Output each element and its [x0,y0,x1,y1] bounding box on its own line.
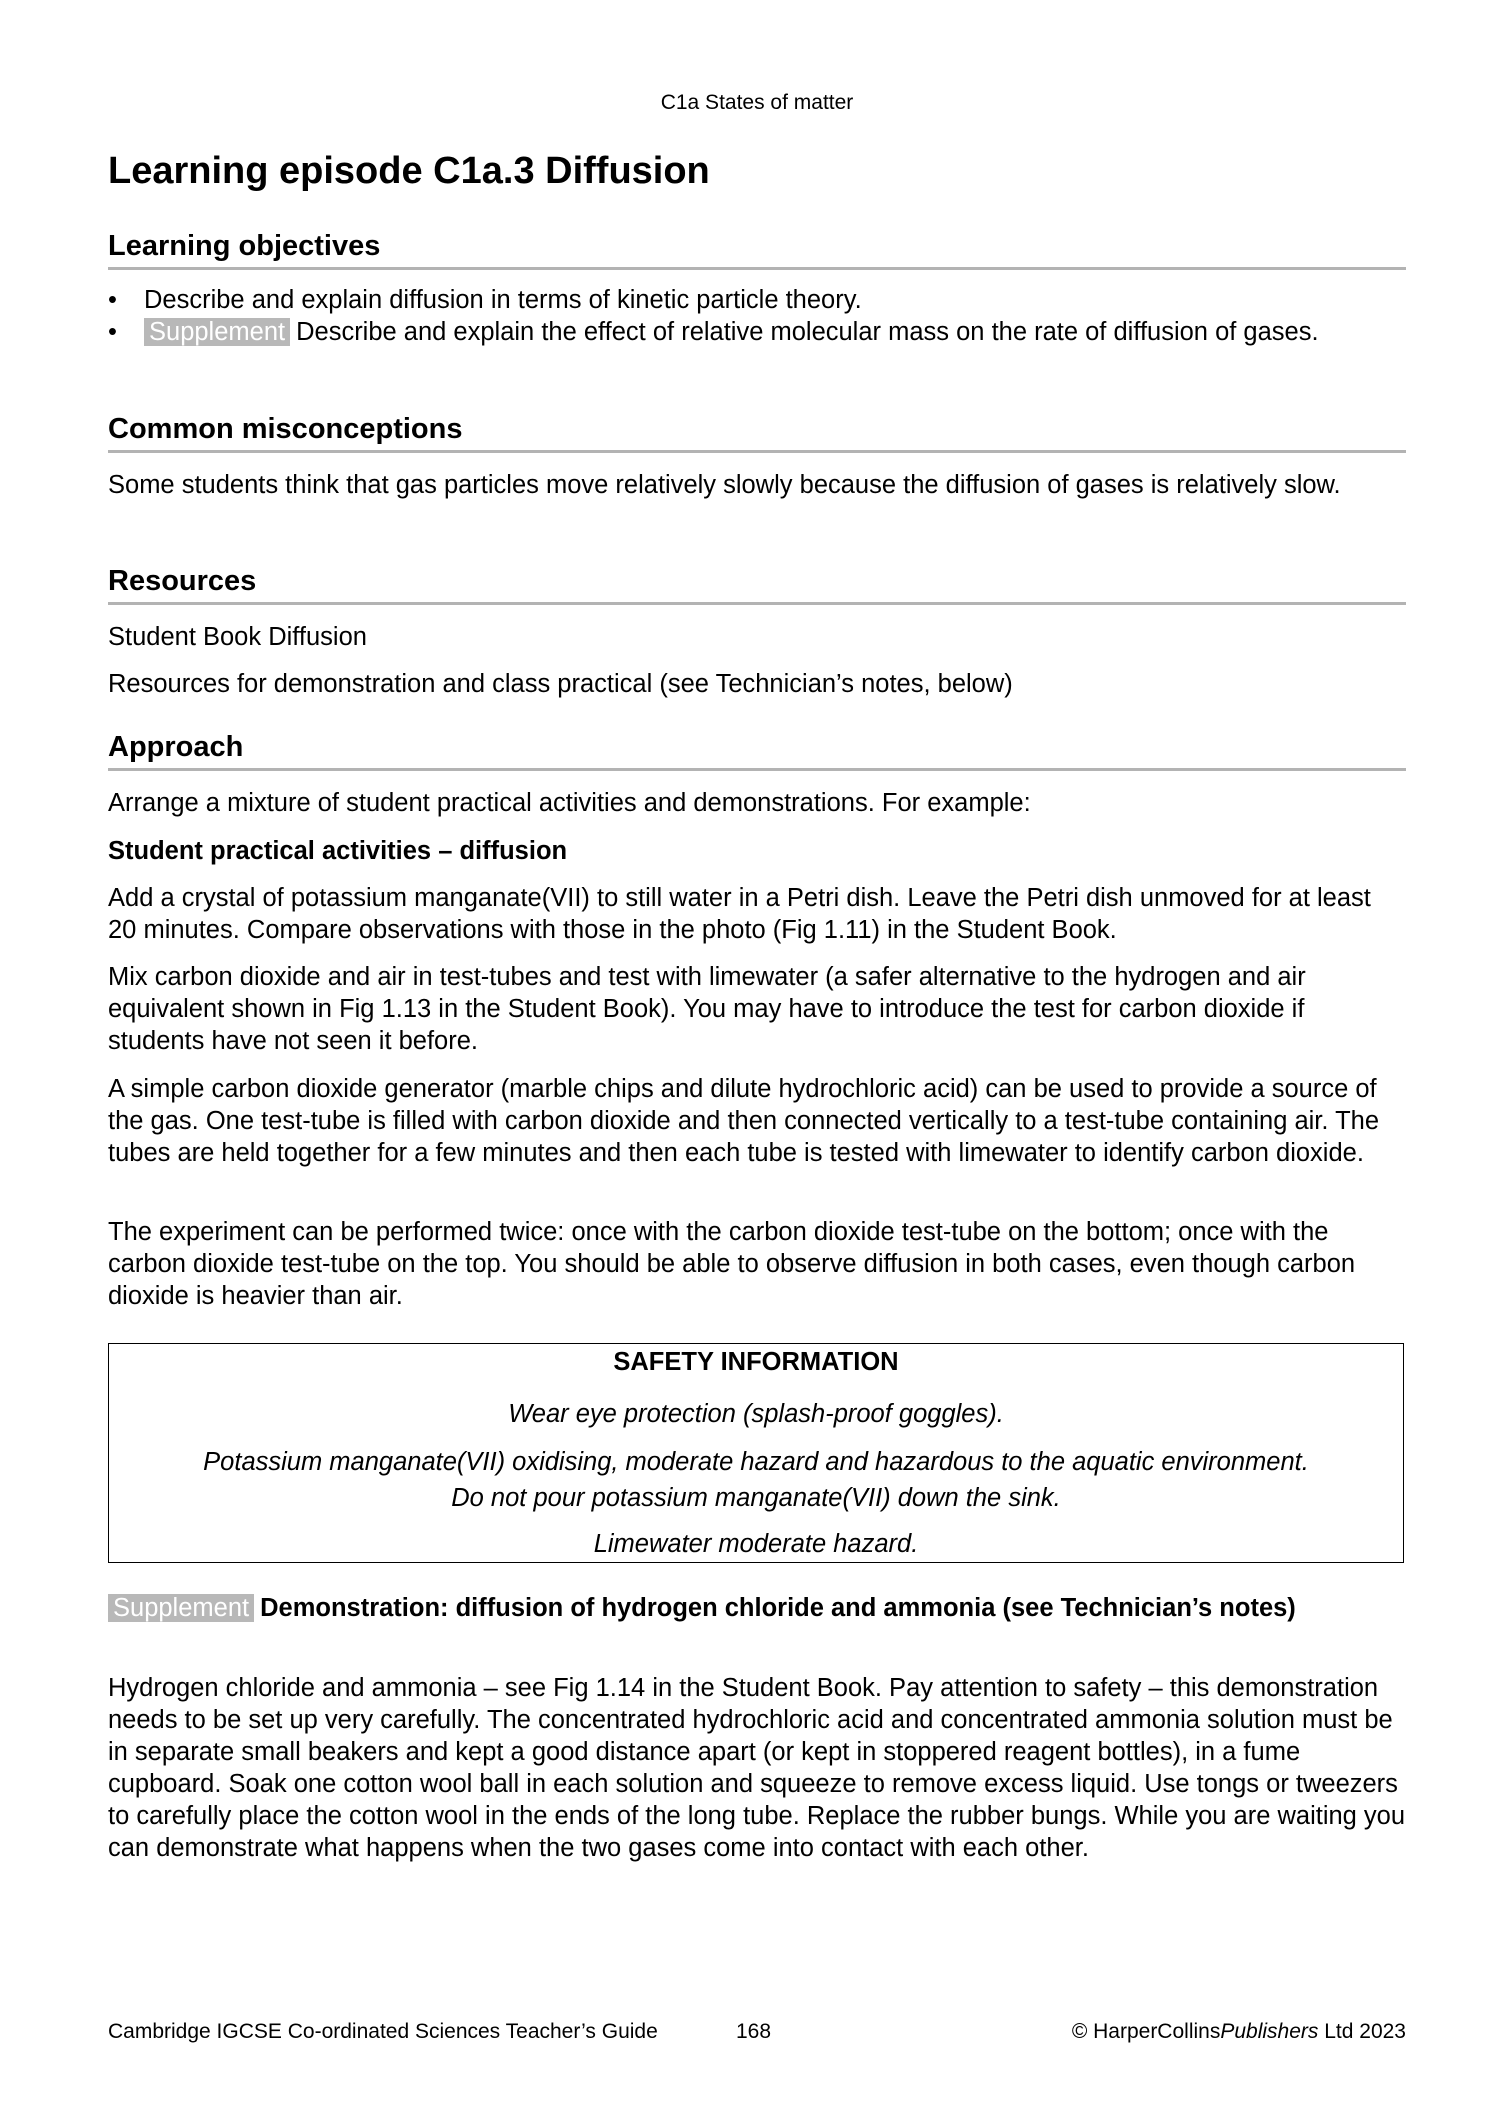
demonstration-heading [108,1592,1406,1624]
list-item [108,284,1406,316]
approach-paragraph: Mix carbon dioxide and air in test-tubes and test with limewater (a safer alternative to the hydrogen and air equivalent shown in Fig 1.13 in the Student Book). You may have to introduce the test for carbon dioxide if students have not seen it before. [108,963,1306,1055]
running-header: C1a States of matter [660,91,854,114]
approach-subheading: Student practical activities – diffusion [108,837,568,865]
safety-line: Wear eye protection (splash-proof goggles). [508,1400,1004,1428]
supplement-badge: Supplement [144,318,290,346]
copyright-publisher: Publishers [1220,2020,1319,2043]
approach-paragraph: A simple carbon dioxide generator (marble chips and dilute hydrochloric acid) can be used to provide a source of the gas. One test-tube is filled with carbon dioxide and then connected vertically to a test-tube containing air. The tubes are held together for a few minutes and then each tube is tested with limewater to identify carbon dioxide. [108,1075,1380,1167]
approach-paragraph: Add a crystal of potassium manganate(VII) to still water in a Petri dish. Leave the Petri dish unmoved for at least 20 minutes. Compare observations with those in the photo (Fig 1.11) in the Student Book. [108,884,1371,944]
footer-copyright [1072,2020,1406,2044]
approach-paragraph: The experiment can be performed twice: once with the carbon dioxide test-tube on the bottom; once with the carbon dioxide test-tube on the top. You should be able to observe diffusion in both cases, even though carbon dioxide is heavier than air. [108,1218,1356,1310]
misconceptions-text: Some students think that gas particles move relatively slowly because the diffusion of gases is relatively slow. [108,471,1341,499]
copyright-prefix: © HarperCollins [1071,2020,1221,2043]
objective-text: Describe and explain diffusion in terms of kinetic particle theory. [144,286,862,314]
demonstration-heading-text: Demonstration: diffusion of hydrogen chloride and ammonia (see Technician’s notes) [260,1594,1296,1622]
list-item [108,316,1406,348]
section-heading-misconceptions: Common misconceptions [108,411,1406,453]
supplement-badge: Supplement [108,1594,254,1622]
objectives-list [108,284,1406,348]
safety-title: SAFETY INFORMATION [613,1348,899,1376]
safety-line: Do not pour potassium manganate(VII) down the sink. [451,1484,1061,1512]
safety-line: Limewater moderate hazard. [593,1530,919,1558]
resources-line: Resources for demonstration and class practical (see Technician’s notes, below) [108,670,1013,698]
resources-line: Student Book Diffusion [108,623,367,651]
safety-information-box [108,1343,1404,1563]
section-heading-approach: Approach [108,729,1406,771]
demonstration-text: Hydrogen chloride and ammonia – see Fig 1.14 in the Student Book. Pay attention to safety – this demonstration needs to be set up very carefully. The concentrated hydrochloric acid and concentrated ammonia solution must be in separate small beakers and kept a good distance apart (or kept in stoppered reagent bottles), in a fume cupboard. Soak one cotton wool ball in each solution and squeeze to remove excess liquid. Use tongs or tweezers to carefully place the cotton wool in the ends of the long tube. Replace the rubber bungs. While you are waiting you can demonstrate what happens when the two gases come into contact with each other. [108,1674,1406,1862]
objective-text: Describe and explain the effect of relative molecular mass on the rate of diffusion of gases. [296,318,1319,346]
approach-intro: Arrange a mixture of student practical activities and demonstrations. For example: [108,789,1031,817]
page-title: Learning episode C1a.3 Diffusion [108,150,710,192]
section-heading-resources: Resources [108,563,1406,605]
page-number: 168 [736,2020,772,2043]
bullet-icon: • [108,286,117,314]
bullet-icon: • [108,318,117,346]
footer-book-title: Cambridge IGCSE Co-ordinated Sciences Teacher’s Guide [108,2020,658,2043]
copyright-suffix: Ltd 2023 [1318,2020,1406,2043]
safety-line: Potassium manganate(VII) oxidising, moderate hazard and hazardous to the aquatic environment. [203,1448,1309,1476]
section-heading-learning-objectives: Learning objectives [108,228,1406,270]
